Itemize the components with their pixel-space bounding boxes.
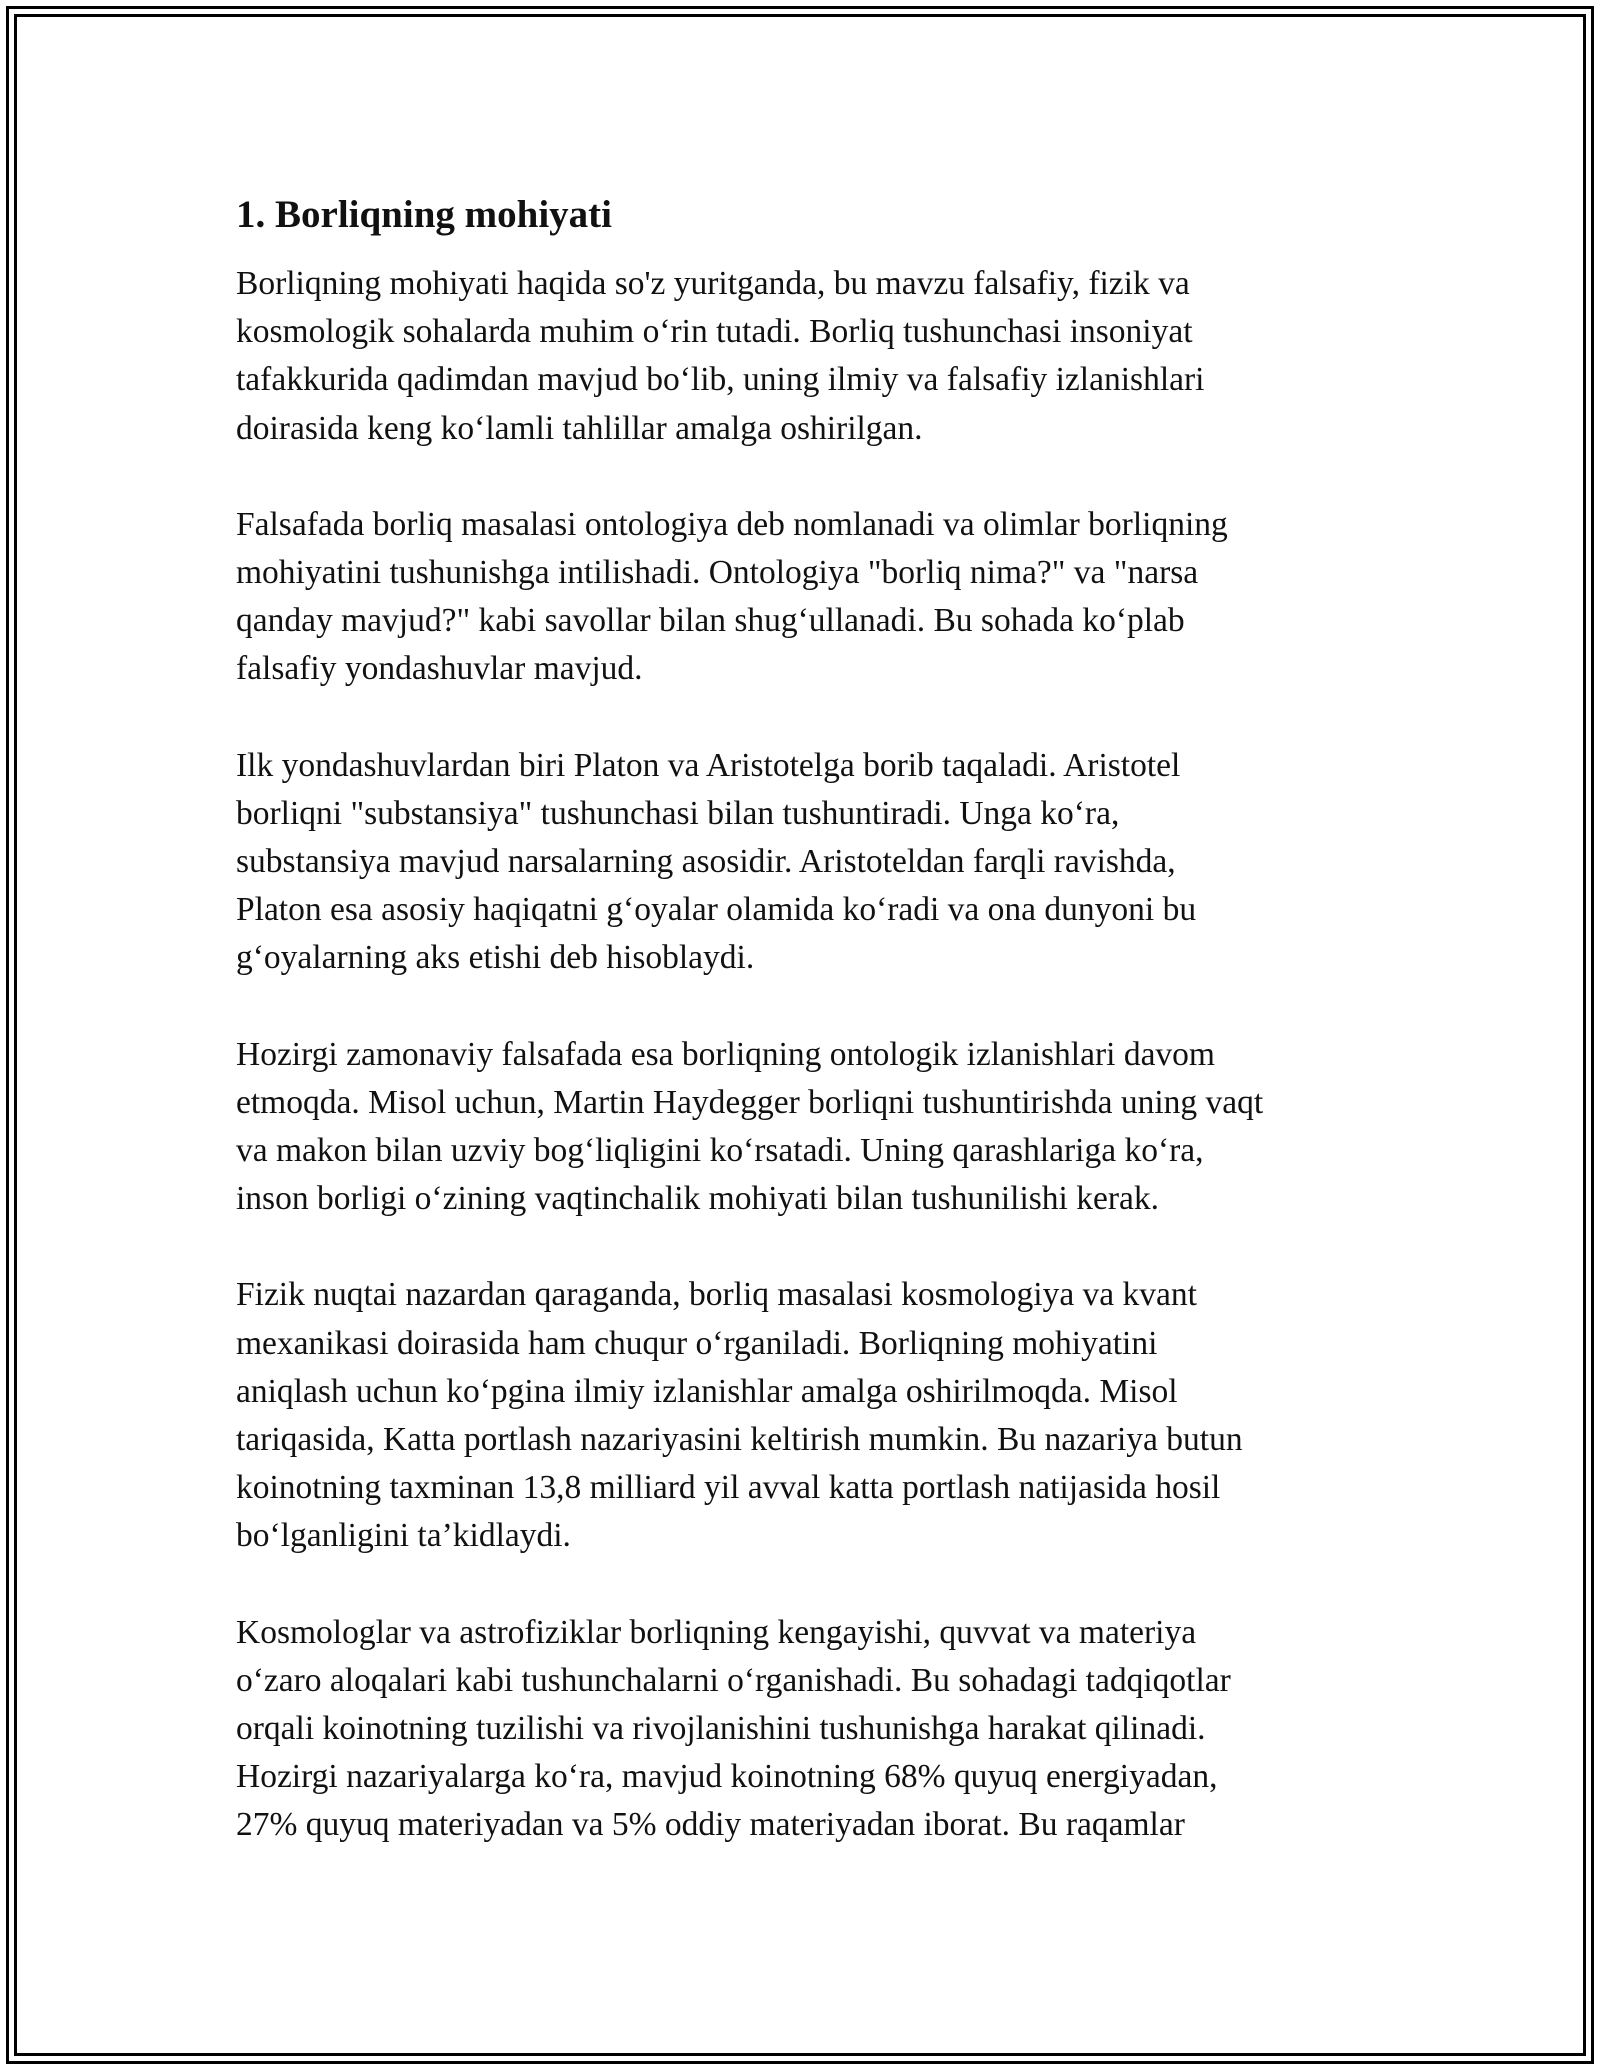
- paragraph-line: falsafiy yondashuvlar mavjud.: [236, 650, 643, 688]
- paragraph-line: borliqni "substansiya" tushunchasi bilan tushuntiradi. Unga ko‘ra,: [236, 794, 1120, 832]
- paragraph-line: o‘zaro aloqalari kabi tushunchalarni o‘rganishadi. Bu sohadagi tadqiqotlar: [236, 1661, 1231, 1699]
- paragraph-line: Kosmologlar va astrofiziklar borliqning kengayishi, quvvat va materiya: [236, 1613, 1197, 1651]
- document-body: [236, 190, 1386, 1898]
- paragraph-line: substansiya mavjud narsalarning asosidir. Aristoteldan farqli ravishda,: [236, 843, 1176, 881]
- paragraph-6: [236, 1609, 1386, 1850]
- paragraph-line: tafakkurida qadimdan mavjud bo‘lib, uning ilmiy va falsafiy izlanishlari: [236, 361, 1205, 399]
- paragraph-line: doirasida keng ko‘lamli tahlillar amalga oshirilgan.: [236, 409, 923, 447]
- paragraph-line: Borliqning mohiyati haqida so'z yuritganda, bu mavzu falsafiy, fizik va: [236, 265, 1190, 302]
- paragraph-line: bo‘lganligini ta’kidlaydi.: [236, 1517, 571, 1555]
- paragraph-line: kosmologik sohalarda muhim o‘rin tutadi. Borliq tushunchasi insoniyat: [236, 313, 1193, 351]
- section-heading: 1. Borliqning mohiyati: [236, 193, 612, 236]
- paragraph-1: [236, 260, 1386, 453]
- paragraph-line: Fizik nuqtai nazardan qaraganda, borliq masalasi kosmologiya va kvant: [236, 1276, 1197, 1314]
- paragraph-line: Hozirgi zamonaviy falsafada esa borliqning ontologik izlanishlari davom: [236, 1035, 1215, 1073]
- paragraph-line: etmoqda. Misol uchun, Martin Haydegger borliqni tushuntirishda uning vaqt: [236, 1083, 1264, 1121]
- paragraph-line: Hozirgi nazariyalarga ko‘ra, mavjud koinotning 68% quyuq energiyadan,: [236, 1758, 1218, 1796]
- paragraph-line: Platon esa asosiy haqiqatni g‘oyalar olamida ko‘radi va ona dunyoni bu: [236, 891, 1197, 929]
- paragraph-line: 27% quyuq materiyadan va 5% oddiy materiyadan iborat. Bu raqamlar: [236, 1806, 1185, 1844]
- paragraph-line: Falsafada borliq masalasi ontologiya deb nomlanadi va olimlar borliqning: [236, 505, 1228, 543]
- paragraph-line: aniqlash uchun ko‘pgina ilmiy izlanishlar amalga oshirilmoqda. Misol: [236, 1372, 1178, 1410]
- paragraph-line: tariqasida, Katta portlash nazariyasini keltirish mumkin. Bu nazariya butun: [236, 1421, 1243, 1459]
- paragraph-line: inson borligi o‘zining vaqtinchalik mohiyati bilan tushunilishi kerak.: [236, 1180, 1159, 1218]
- paragraph-4: [236, 1031, 1386, 1224]
- paragraph-line: qanday mavjud?" kabi savollar bilan shug‘ullanadi. Bu sohada ko‘plab: [236, 602, 1185, 640]
- paragraph-2: [236, 501, 1386, 694]
- paragraph-line: mexanikasi doirasida ham chuqur o‘rganiladi. Borliqning mohiyatini: [236, 1324, 1158, 1362]
- paragraph-line: orqali koinotning tuzilishi va rivojlanishini tushunishga harakat qilinadi.: [236, 1710, 1206, 1748]
- paragraph-5: [236, 1271, 1386, 1560]
- paragraph-line: va makon bilan uzviy bog‘liqligini ko‘rsatadi. Uning qarashlariga ko‘ra,: [236, 1132, 1204, 1170]
- paragraph-line: koinotning taxminan 13,8 milliard yil avval katta portlash natijasida hosil: [236, 1469, 1221, 1507]
- paragraph-line: g‘oyalarning aks etishi deb hisoblaydi.: [236, 939, 755, 977]
- paragraph-line: mohiyatini tushunishga intilishadi. Ontologiya "borliq nima?" va "narsa: [236, 554, 1199, 592]
- paragraph-line: Ilk yondashuvlardan biri Platon va Aristotelga borib taqaladi. Aristotel: [236, 746, 1181, 784]
- paragraph-3: [236, 742, 1386, 983]
